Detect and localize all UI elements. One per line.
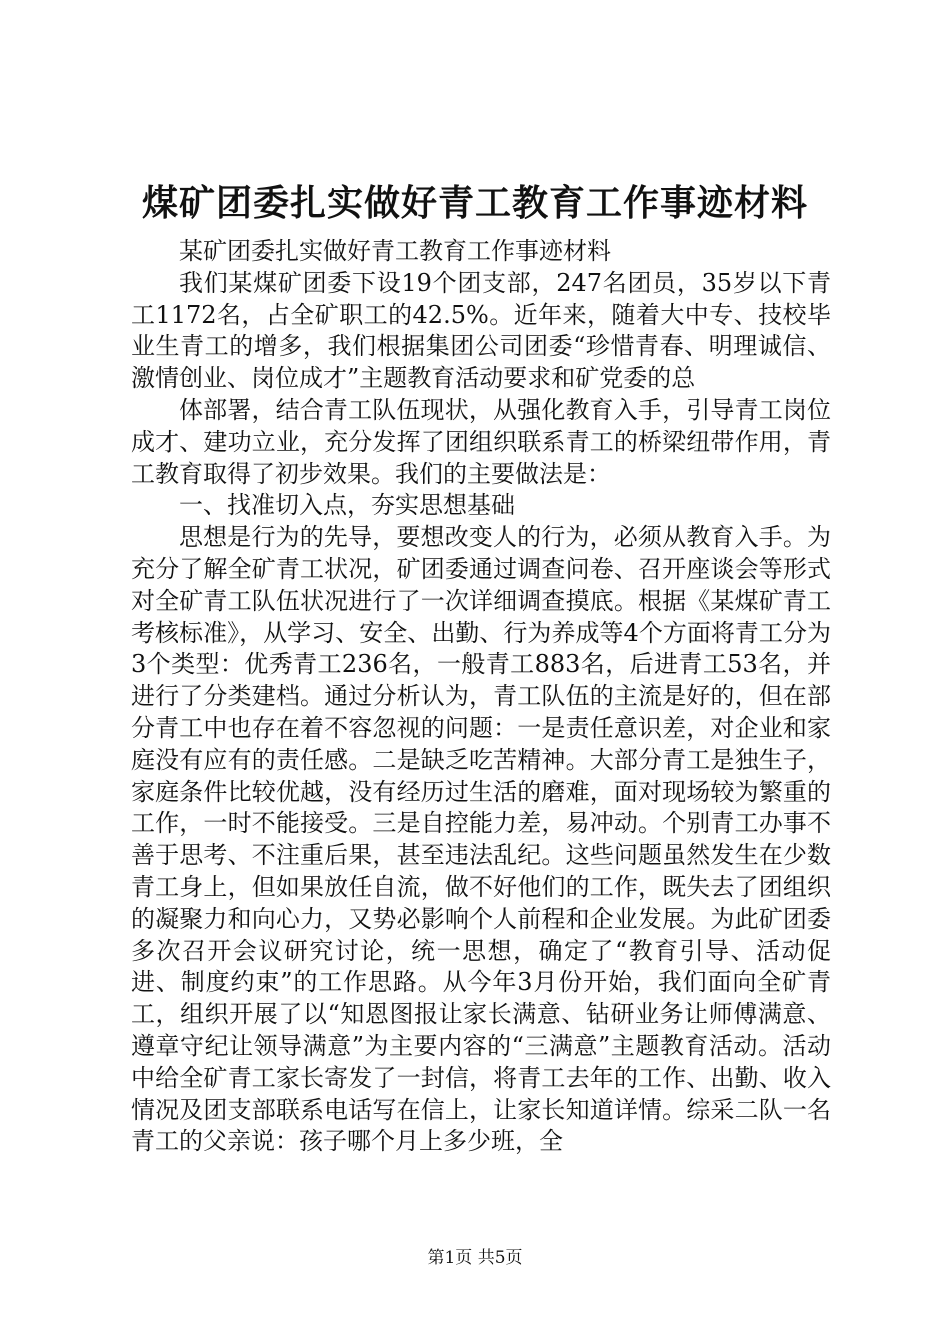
body-paragraph-subtitle: 某矿团委扎实做好青工教育工作事迹材料 xyxy=(179,237,611,265)
body-paragraph-intro: 我们某煤矿团委下设19个团支部，247名团员，35岁以下青工1172名，占全矿职工的42.5%。近年来，随着大中专、技校毕业生青工的增多，我们根据集团公司团委“珍惜青春、明理诚信、激情创业、岗位成才”主题教育活动要求和矿党委的总 xyxy=(131,268,831,393)
body-paragraph-deployment: 体部署，结合青工队伍现状，从强化教育入手，引导青工岗位成才、建功立业，充分发挥了团组织联系青工的桥梁纽带作用，青工教育取得了初步效果。我们的主要做法是： xyxy=(131,395,831,488)
document-title: 煤矿团委扎实做好青工教育工作事迹材料 xyxy=(141,182,808,224)
section-heading-1: 一、找准切入点，夯实思想基础 xyxy=(179,491,515,520)
body-paragraph-thinking: 思想是行为的先导，要想改变人的行为，必须从教育入手。为充分了解全矿青工状况，矿团委通过调查问卷、召开座谈会等形式对全矿青工队伍状况进行了一次详细调查摸底。根据《某煤矿青工考核标准》，从学习、安全、出勤、行为养成等4个方面将青工分为3个类型：优秀青工236名，一般青工883名，后进青工53名，并进行了分类建档。通过分析认为，青工队伍的主流是好的，但在部分青工中也存在着不容忽视的问题：一是责任意识差，对企业和家庭没有应有的责任感。二是缺乏吃苦精神。大部分青工是独生子，家庭条件比较优越，没有经历过生活的磨难，面对现场较为繁重的工作，一时不能接受。三是自控能力差，易冲动。个别青工办事不善于思考、不注重后果，甚至违法乱纪。这些问题虽然发生在少数青工身上，但如果放任自流，做不好他们的工作，既失去了团组织的凝聚力和向心力，又势必影响个人前程和企业发展。为此矿团委多次召开会议研究讨论，统一思想，确定了“教育引导、活动促进、制度约束”的工作思路。从今年3月份开始，我们面向全矿青工，组织开展了以“知恩图报让家长满意、钻研业务让师傅满意、遵章守纪让领导满意”为主要内容的“三满意”主题教育活动。活动中给全矿青工家长寄发了一封信，将青工去年的工作、出勤、收入情况及团支部联系电话写在信上，让家长知道详情。综采二队一名青工的父亲说：孩子哪个月上多少班，全 xyxy=(131,523,831,1156)
page-number-footer: 第1页 共5页 xyxy=(427,1248,523,1268)
document-body xyxy=(131,236,831,1158)
